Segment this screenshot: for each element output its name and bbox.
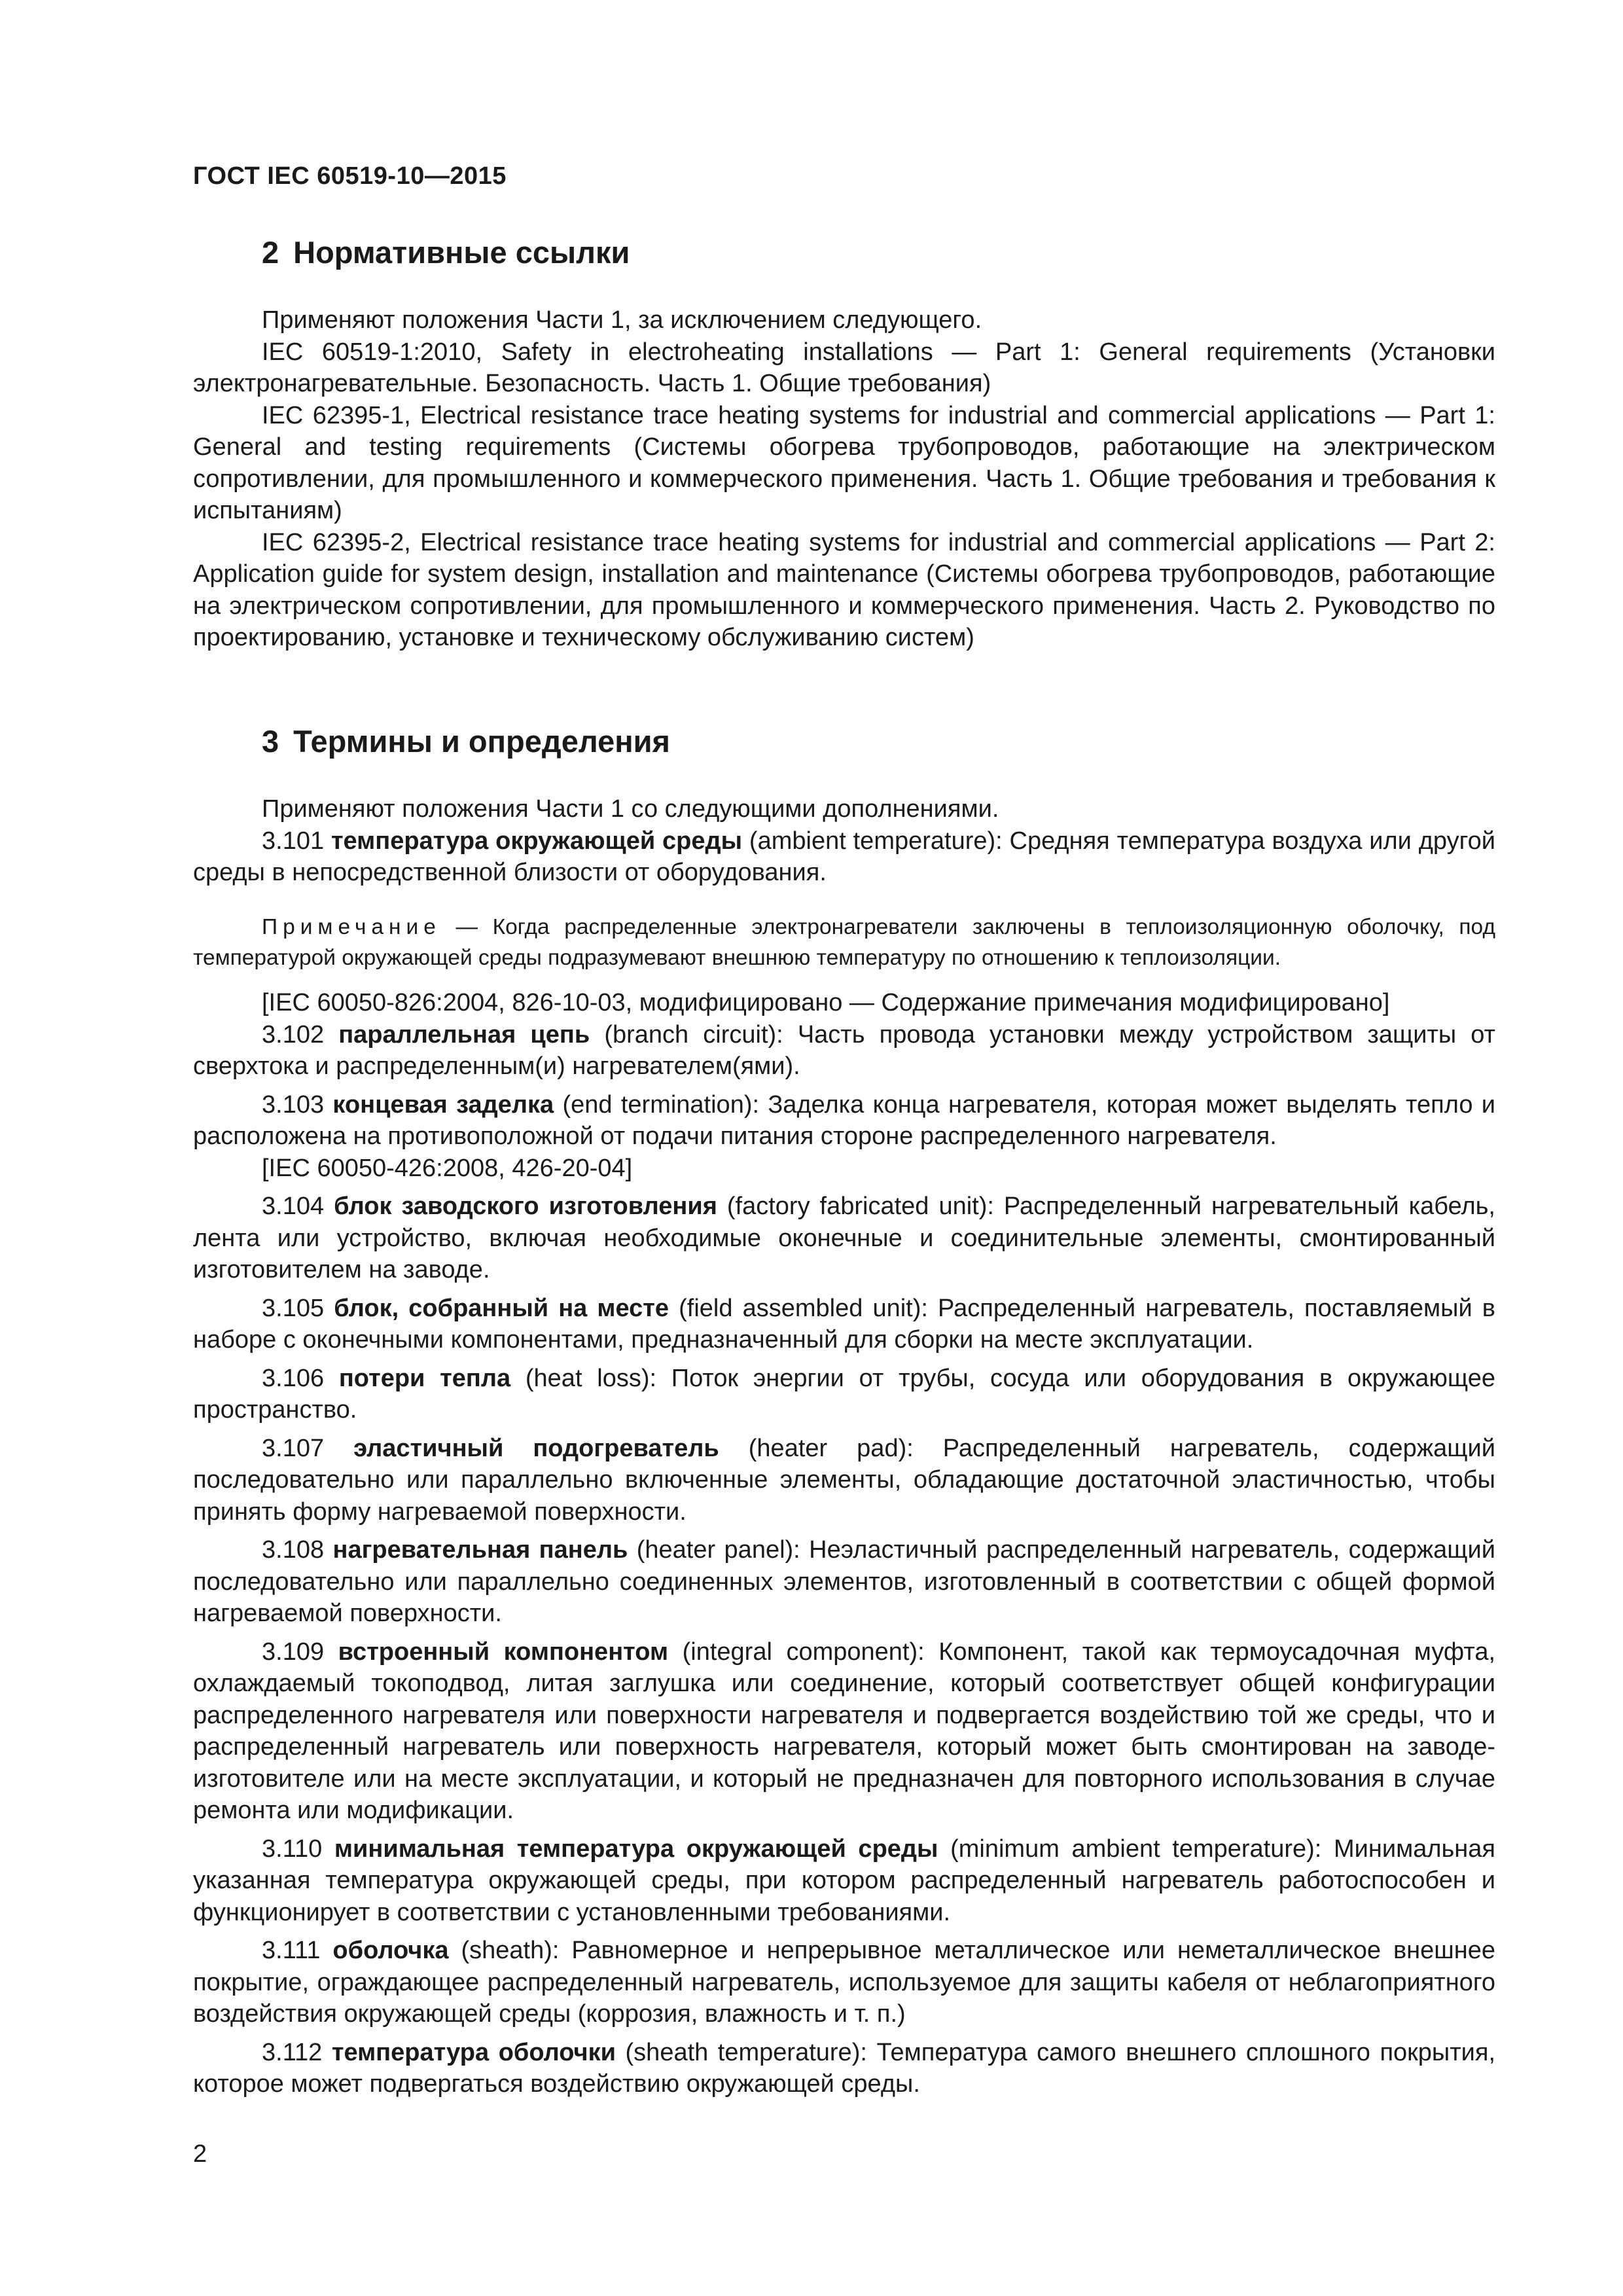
term-name: оболочка <box>332 1937 449 1964</box>
paragraph: Применяют положения Части 1, за исключением следующего. <box>262 306 982 334</box>
term-name: минимальная температура окружающей среды <box>334 1835 938 1863</box>
section-3-body-b <box>193 987 1495 2100</box>
term-definition: 3.105 блок, собранный на месте (field assembled unit): Распределенный нагреватель, поставляемый в наборе с оконечными компонентами, предназначенный для сборки на месте эксплуатации. <box>193 1294 1495 1354</box>
section-3-heading <box>262 723 670 759</box>
section-2-title: Нормативные ссылки <box>293 235 630 270</box>
document-header: ГОСТ IEC 60519-10—2015 <box>193 162 507 190</box>
term-definition: 3.108 нагревательная панель (heater panel): Неэластичный распределенный нагреватель, содержащий последовательно или параллельно соединенных элементов, изготовленный в соответствии с общей формой нагреваемой поверхности. <box>193 1536 1496 1627</box>
term-definition: 3.103 концевая заделка (end termination): Заделка конца нагревателя, которая может выделять тепло и расположена на противоположной от подачи питания стороне распределенного нагревателя. <box>193 1090 1496 1150</box>
reference-citation: [IEC 60050-426:2008, 426-20-04] <box>262 1154 633 1182</box>
term-definition: 3.104 блок заводского изготовления (factory fabricated unit): Распределенный нагревательный кабель, лента или устройство, включая необходимые оконечные и соединительные элементы, смонтированный изготовителем на заводе. <box>193 1193 1495 1283</box>
reference-citation: [IEC 60050-826:2004, 826-10-03, модифицировано — Содержание примечания модифицировано] <box>262 989 1390 1016</box>
term-definition: 3.102 параллельная цепь (branch circuit): Часть провода установки между устройством защиты от сверхтока и распределенным(и) нагревателем(ями). <box>193 1020 1496 1080</box>
section-3-body-a <box>193 793 1495 889</box>
term-name: блок, собранный на месте <box>334 1294 669 1322</box>
term-definition: 3.107 эластичный подогреватель (heater pad): Распределенный нагреватель, содержащий последовательно или параллельно включенные элементы, обладающие достаточной эластичностью, чтобы принять форму нагреваемой поверхности. <box>193 1434 1496 1526</box>
page-number: 2 <box>193 2140 207 2168</box>
term-name: эластичный подогреватель <box>353 1434 719 1462</box>
term-definition: 3.106 потери тепла (heat loss): Поток энергии от трубы, сосуда или оборудования в окружающее пространство. <box>193 1364 1495 1424</box>
section-3-number: 3 <box>262 724 279 759</box>
term-name: концевая заделка <box>332 1090 554 1119</box>
term-definition: 3.111 оболочка (sheath): Равномерное и непрерывное металлическое или неметаллическое внешнее покрытие, ограждающее распределенный нагреватель, используемое для защиты кабеля от неблагоприятного воздействия окружающей среды (коррозия, влажность и т. п.) <box>193 1937 1496 2028</box>
reference-item: IEC 62395-2, Electrical resistance trace heating systems for industrial and commercial applications — Part 2: Application guide for system design, installation and maintenance (Системы обогрева трубопроводов, работающие на электрическом сопротивлении, для промышленного и коммерческого применения. Часть 2. Руководство по проектированию, установке и техническому обслуживанию систем) <box>193 528 1495 651</box>
section-2-number: 2 <box>262 235 279 270</box>
term-name: температура окружающей среды <box>330 827 743 855</box>
section-2-heading <box>262 234 630 270</box>
paragraph: Применяют положения Части 1 со следующими дополнениями. <box>262 795 999 823</box>
note <box>193 912 1495 973</box>
term-name: потери тепла <box>338 1364 511 1392</box>
note-text: — Когда распределенные электронагреватели заключены в теплоизоляционную оболочку, под температурой окружающей среды подразумевают внешнюю температуру по отношению к теплоизоляции. <box>193 915 1495 970</box>
note-label: Примечание <box>262 915 441 939</box>
reference-item: IEC 62395-1, Electrical resistance trace heating systems for industrial and commercial applications — Part 1: General and testing requirements (Системы обогрева трубопроводов, работающие на электрическом сопротивлении, для промышленного и коммерческого применения. Часть 1. Общие требования и требования к испытаниям) <box>193 401 1495 524</box>
term-definition: 3.101 температура окружающей среды (ambient temperature): Средняя температура воздуха или другой среды в непосредственной близости от оборудования. <box>193 827 1496 886</box>
term-name: температура оболочки <box>331 2038 616 2066</box>
term-definition: 3.109 встроенный компонентом (integral component): Компонент, такой как термоусадочная муфта, охлаждаемый токоподвод, литая заглушка или соединение, который соответствует общей конфигурации распределенного нагревателя или поверхности нагревателя и подвергается воздействию той же среды, что и распределенный нагреватель или поверхность нагревателя, который может быть смонтирован на заводе-изготовителе или на месте эксплуатации, и который не предназначен для повторного использования в случае ремонта или модификации. <box>193 1638 1496 1824</box>
term-name: нагревательная панель <box>332 1536 628 1564</box>
term-name: встроенный компонентом <box>338 1638 669 1666</box>
term-name: параллельная цепь <box>338 1020 590 1049</box>
term-definition: 3.110 минимальная температура окружающей среды (minimum ambient temperature): Минимальная указанная температура окружающей среды, при котором распределенный нагреватель работоспособен и функционирует в соответствии с установленными требованиями. <box>193 1835 1495 1926</box>
section-2-body <box>193 304 1495 654</box>
reference-item: IEC 60519-1:2010, Safety in electroheating installations — Part 1: General requirements (Установки электронагревательные. Безопасность. Часть 1. Общие требования) <box>193 338 1495 397</box>
term-definition: 3.112 температура оболочки (sheath temperature): Температура самого внешнего сплошного покрытия, которое может подвергаться воздействию окружающей среды. <box>193 2038 1496 2098</box>
term-name: блок заводского изготовления <box>334 1193 717 1220</box>
section-3-title: Термины и определения <box>293 724 670 759</box>
